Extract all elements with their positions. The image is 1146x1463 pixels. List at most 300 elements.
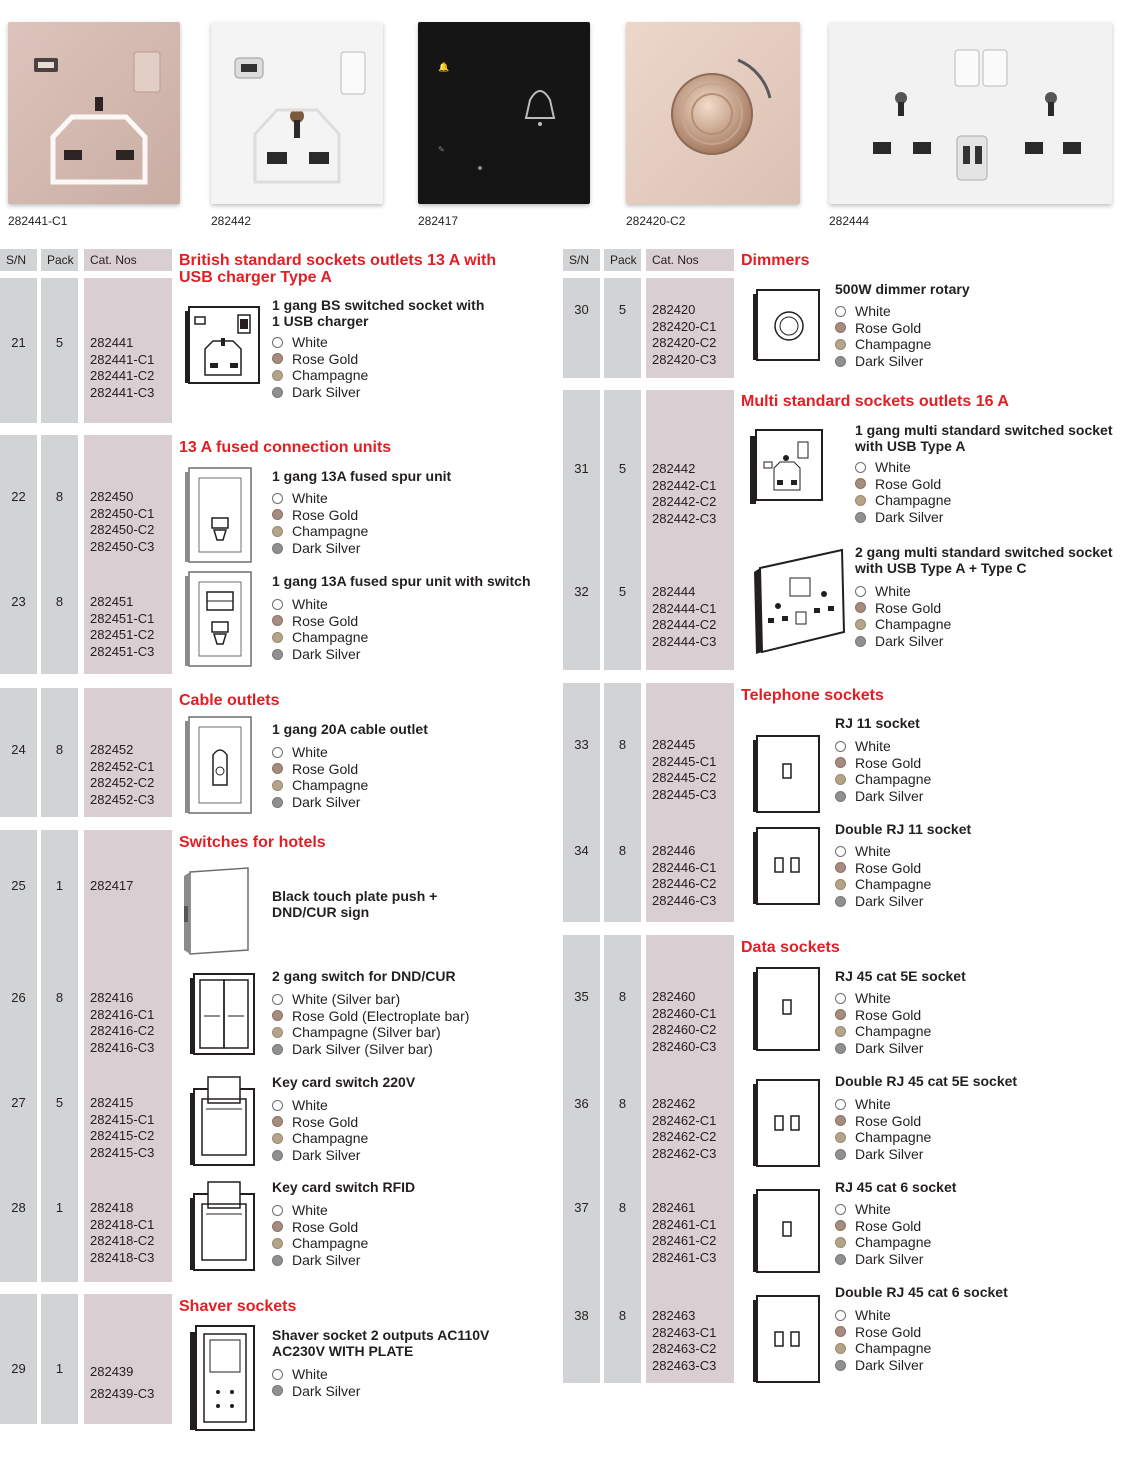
text-line: 282416-C3 [90,1039,155,1055]
rj11-icon [749,734,821,814]
pack-block [604,278,641,378]
text-line: 282420-C1 [652,318,717,334]
text-line: 282420-C3 [652,351,717,367]
rose-gold-swatch-icon [272,353,283,364]
text-line: 282415 [90,1095,134,1110]
text-line: White [875,459,911,475]
text-line: Double RJ 45 cat 5E socket [835,1073,1018,1089]
finish-option [272,1114,368,1131]
white-swatch-icon [835,306,846,317]
finish-option [272,646,368,663]
section-title [179,440,391,457]
text-line: White [292,596,328,612]
text-line: Champagne [855,876,932,893]
finish-option [272,1024,469,1041]
text-line: with USB Type A + Type C [855,559,1027,576]
finish-option [835,320,931,337]
text-line: 282460-C1 [652,1005,717,1021]
finish-options [272,744,368,810]
champagne-swatch-icon [835,774,846,785]
sn-cell: 36 [574,1096,589,1111]
text-line: Rose Gold [855,1112,922,1129]
sn-cell: 34 [574,843,589,858]
text-line: 282439-C3 [90,1386,155,1401]
finish-option [835,1146,931,1163]
sn-cell: 35 [574,989,589,1004]
text-line: Dark Silver [292,793,361,810]
finish-options [835,1096,931,1162]
text-line: 282446-C3 [652,892,717,908]
header-sn: S/N [0,249,37,271]
finish-options [855,459,951,525]
champagne-swatch-icon [855,619,866,630]
sn-block [0,1294,37,1424]
cat-numbers [90,742,154,808]
product-title [855,545,1113,576]
text-line: 282446-C1 [652,859,717,875]
pack-cell: 8 [55,990,64,1005]
text-line: 282446 [652,843,696,858]
sn-block [563,278,600,378]
finish-option [835,843,931,860]
text-line: 282416-C1 [90,1006,155,1022]
finish-option [272,613,368,630]
finish-option [272,523,368,540]
text-line: 282450-C2 [90,522,155,538]
sn-cell: 28 [11,1200,26,1215]
touch-plate-icon [180,866,256,956]
text-line: Champagne [875,492,952,509]
finish-options [272,490,368,556]
text-line: Rose Gold (Electroplate bar) [292,1007,470,1024]
text-line: 282452 [90,742,134,757]
rose-gold-swatch-icon [835,322,846,333]
finish-option [855,583,951,600]
product-title [272,1075,415,1091]
text-line: 282415-C1 [90,1111,155,1127]
text-line: Key card switch 220V [272,1074,416,1090]
product-title [272,1328,489,1359]
dark-silver-swatch-icon [272,1044,283,1055]
rose-gold-swatch-icon [272,763,283,774]
text-line: 282445-C3 [652,786,717,802]
text-line: Champagne [292,777,369,794]
dark-silver-swatch-icon [835,791,846,802]
text-line: Rose Gold [855,319,922,336]
white-swatch-icon [835,846,846,857]
text-line: Cable outlets [179,692,280,709]
finish-option [835,860,931,877]
multi-socket-icon [746,428,826,508]
text-line: 282462-C1 [652,1112,717,1128]
finish-option [835,303,931,320]
dnd-switch-icon [186,970,258,1060]
text-line: 282442-C2 [652,494,717,510]
finish-option [272,1383,360,1400]
fused-spur-icon [183,466,253,564]
dark-silver-swatch-icon [272,649,283,660]
text-line: Rose Gold [292,760,359,777]
pack-cell: 8 [618,1308,627,1323]
rose-gold-swatch-icon [835,862,846,873]
dark-silver-swatch-icon [272,797,283,808]
finish-options [272,334,368,400]
double-multi-socket-icon [748,548,848,658]
text-line: White [855,1201,891,1217]
text-line: White [292,1366,328,1382]
sn-cell: 22 [11,489,26,504]
rose-gold-swatch-icon [835,1115,846,1126]
dark-silver-swatch-icon [272,1255,283,1266]
text-line: Dark Silver [855,1250,924,1267]
dark-silver-swatch-icon [835,1254,846,1265]
section-title [179,835,326,852]
rj45-cat6-icon [749,1188,821,1274]
text-line: 282442-C3 [652,510,717,526]
dark-silver-swatch-icon [855,636,866,647]
finish-option [835,1307,931,1324]
finish-options [272,1097,368,1163]
socket-usb-photo-icon [8,22,180,204]
finish-option [835,1023,931,1040]
cat-numbers [90,878,133,895]
dark-silver-swatch-icon [835,356,846,367]
sn-cell: 38 [574,1308,589,1323]
text-line: 282420 [652,302,696,317]
rose-gold-swatch-icon [272,1010,283,1021]
section-title [741,394,1009,411]
white-swatch-icon [272,1100,283,1111]
text-line: 282416 [90,990,134,1005]
section-title [179,253,496,286]
text-line: Rose Gold [292,1113,359,1130]
fused-spur-switch-icon [183,570,253,668]
text-line: 282461-C3 [652,1249,717,1265]
text-line: 282452-C1 [90,758,155,774]
text-line: White (Silver bar) [292,991,401,1007]
text-line: 282418-C1 [90,1216,155,1232]
text-line: 282418 [90,1200,134,1215]
finish-option [272,1008,469,1025]
pack-cell: 8 [618,843,627,858]
text-line: Key card switch RFID [272,1179,416,1195]
svg-text:🔔: 🔔 [438,63,450,73]
white-swatch-icon [272,1369,283,1380]
champagne-swatch-icon [835,1132,846,1143]
shaver-socket-icon [186,1322,258,1434]
text-line: 282445-C2 [652,770,717,786]
finish-options [835,1307,931,1373]
product-title [835,1180,956,1196]
text-line: Dark Silver [875,508,944,525]
product-title [272,574,531,590]
text-line: 282420-C2 [652,335,717,351]
text-line: 282460-C2 [652,1022,717,1038]
text-line: British standard sockets outlets 13 A with [179,252,497,269]
rose-gold-swatch-icon [835,1009,846,1020]
text-line: 1 gang BS switched socket with [272,297,485,313]
section-title [741,940,840,957]
cat-numbers [652,461,716,527]
pack-block [41,1294,78,1424]
sn-cell: 37 [574,1200,589,1215]
finish-options [835,303,931,369]
finish-option [835,755,931,772]
finish-option [272,794,368,811]
text-line: Dark Silver [855,352,924,369]
text-line: Rose Gold [855,859,922,876]
text-line: 282446-C2 [652,876,717,892]
white-swatch-icon [272,337,283,348]
rose-gold-swatch-icon [835,757,846,768]
text-line: Champagne [292,523,369,540]
text-line: White [855,303,891,319]
text-line: 282417 [90,878,134,893]
white-swatch-icon [272,747,283,758]
text-line: Rose Gold [875,599,942,616]
text-line: Rose Gold [855,1323,922,1340]
text-line: Dark Silver [855,1039,924,1056]
text-line: 282462 [652,1096,696,1111]
text-line: 282452-C3 [90,791,155,807]
rose-gold-swatch-icon [272,1221,283,1232]
text-line: White [855,1096,891,1112]
text-line: 282441-C3 [90,384,155,400]
finish-option [855,476,951,493]
finish-option [855,616,951,633]
finish-options [272,991,469,1057]
product-title [272,889,437,920]
text-line: Telephone sockets [741,687,884,704]
pack-cell: 1 [55,1200,64,1215]
product-title [272,469,451,485]
text-line: Champagne [292,367,369,384]
finish-option [835,1096,931,1113]
text-line: 282445 [652,737,696,752]
finish-option [835,1129,931,1146]
header-cat: Cat. Nos [84,249,172,271]
finish-option [272,334,368,351]
finish-option [272,1041,469,1058]
text-line: Double RJ 45 cat 6 socket [835,1284,1008,1300]
text-line: 282444-C3 [652,633,717,649]
text-line: Rose Gold [855,754,922,771]
hotel-touch-plate-photo-icon [418,22,590,204]
text-line: Rose Gold [292,350,359,367]
text-line: 282463-C1 [652,1324,717,1340]
finish-option [835,893,931,910]
product-title [835,716,920,732]
finish-option [835,876,931,893]
text-line: 282450 [90,489,134,504]
champagne-swatch-icon [835,879,846,890]
finish-options [835,843,931,909]
text-line: RJ 11 socket [835,715,920,731]
finish-option [835,353,931,370]
product-title [855,423,1113,454]
text-line: Champagne [875,616,952,633]
text-line: AC230V WITH PLATE [272,1342,414,1359]
champagne-swatch-icon [272,370,283,381]
text-line: Dark Silver [875,632,944,649]
white-swatch-icon [835,1204,846,1215]
text-line: Champagne [855,336,932,353]
rose-gold-swatch-icon [835,1326,846,1337]
text-line: Switches for hotels [179,834,326,851]
text-line: White [292,744,328,760]
text-line: 282463 [652,1308,696,1323]
text-line: Champagne [855,1340,932,1357]
text-line: 282415-C2 [90,1128,155,1144]
section-title [179,1299,296,1316]
finish-option [272,1202,368,1219]
dark-silver-swatch-icon [835,1043,846,1054]
header-pack: Pack [41,249,78,271]
sn-block [563,390,600,670]
white-swatch-icon [272,994,283,1005]
white-swatch-icon [835,741,846,752]
white-swatch-icon [272,1205,283,1216]
finish-options [272,1366,360,1399]
cable-outlet-icon [183,715,253,815]
dark-silver-swatch-icon [835,896,846,907]
pack-cell: 8 [618,989,627,1004]
text-line: 282444-C2 [652,617,717,633]
finish-option [272,991,469,1008]
rose-gold-swatch-icon [855,478,866,489]
cat-numbers [652,584,716,650]
product-title [835,1074,1017,1090]
text-line: Dark Silver [292,1251,361,1268]
product-title [272,1180,415,1196]
text-line: 2 gang switch for DND/CUR [272,968,456,984]
sn-cell: 31 [574,461,589,476]
champagne-swatch-icon [835,1026,846,1037]
white-swatch-icon [855,462,866,473]
text-line: White [855,1307,891,1323]
photo-caption: 282417 [418,214,459,228]
text-line: 282441-C2 [90,368,155,384]
finish-option [855,509,951,526]
sn-cell: 30 [574,302,589,317]
champagne-swatch-icon [272,632,283,643]
text-line: 500W dimmer rotary [835,281,970,297]
text-line: Champagne (Silver bar) [292,1024,441,1041]
text-line: 282461-C1 [652,1216,717,1232]
product-title [835,969,966,985]
header-sn: S/N [563,249,600,271]
finish-option [272,777,368,794]
key-card-icon [186,1073,258,1169]
white-swatch-icon [272,599,283,610]
champagne-swatch-icon [835,339,846,350]
text-line: Data sockets [741,939,840,956]
text-line: Dark Silver [292,1382,361,1399]
section-title [741,253,809,270]
cat-numbers [652,1308,716,1374]
pack-cell: 5 [55,335,64,350]
sn-block [563,683,600,922]
finish-option [835,1040,931,1057]
finish-option [835,1113,931,1130]
pack-cell: 5 [618,302,627,317]
cat-numbers [90,990,154,1056]
text-line: Champagne [855,1023,932,1040]
double-rj11-icon [749,826,821,906]
text-line: 282460 [652,989,696,1004]
dark-silver-swatch-icon [272,543,283,554]
text-line: 1 gang 13A fused spur unit with switch [272,573,531,589]
key-card-rfid-icon [186,1178,258,1274]
text-line: White [292,1097,328,1113]
white-swatch-icon [835,993,846,1004]
white-swatch-icon [835,1099,846,1110]
product-title [272,969,456,985]
pack-cell: 1 [55,1361,64,1376]
section-title [179,693,279,710]
pack-cell: 8 [618,1096,627,1111]
text-line: 282450-C1 [90,505,155,521]
champagne-swatch-icon [272,1133,283,1144]
finish-option [835,1007,931,1024]
text-line: 282451-C2 [90,627,155,643]
text-line: 282418-C2 [90,1233,155,1249]
multi-socket-usb-photo-icon [211,22,383,204]
finish-options [835,738,931,804]
text-line: 282461 [652,1200,696,1215]
text-line: 282441 [90,335,134,350]
text-line: 282452-C2 [90,775,155,791]
text-line: Black touch plate push + [272,888,438,904]
finish-option [835,1218,931,1235]
text-line: Rose Gold [292,612,359,629]
finish-option [272,1252,368,1269]
text-line: 282444-C1 [652,600,717,616]
text-line: 282451-C3 [90,643,155,659]
text-line: 282416-C2 [90,1023,155,1039]
finish-option [272,1219,368,1236]
finish-option [272,351,368,368]
text-line: 2 gang multi standard switched socket [855,544,1113,560]
text-line: Champagne [855,1234,932,1251]
finish-option [835,1234,931,1251]
text-line: White [292,334,328,350]
pack-cell: 5 [618,584,627,599]
text-line: 282442 [652,461,696,476]
finish-option [272,761,368,778]
dark-silver-swatch-icon [272,1385,283,1396]
finish-option [272,367,368,384]
product-title [272,298,484,329]
text-line: Double RJ 11 socket [835,821,972,837]
sn-cell: 29 [11,1361,26,1376]
finish-option [272,507,368,524]
finish-option [835,1357,931,1374]
finish-option [855,600,951,617]
finish-option [855,459,951,476]
double-rj45-cat6-icon [749,1294,821,1386]
photo-caption: 282420-C2 [626,214,686,228]
text-line: 1 gang 20A cable outlet [272,721,428,737]
svg-text:✎: ✎ [438,145,445,154]
text-line: Champagne [292,629,369,646]
text-line: 282463-C3 [652,1357,717,1373]
photo-caption: 282441-C1 [8,214,68,228]
cat-numbers [652,302,716,368]
text-line: 282439 [90,1364,134,1379]
finish-option [835,788,931,805]
text-line: with USB Type A [855,437,966,454]
